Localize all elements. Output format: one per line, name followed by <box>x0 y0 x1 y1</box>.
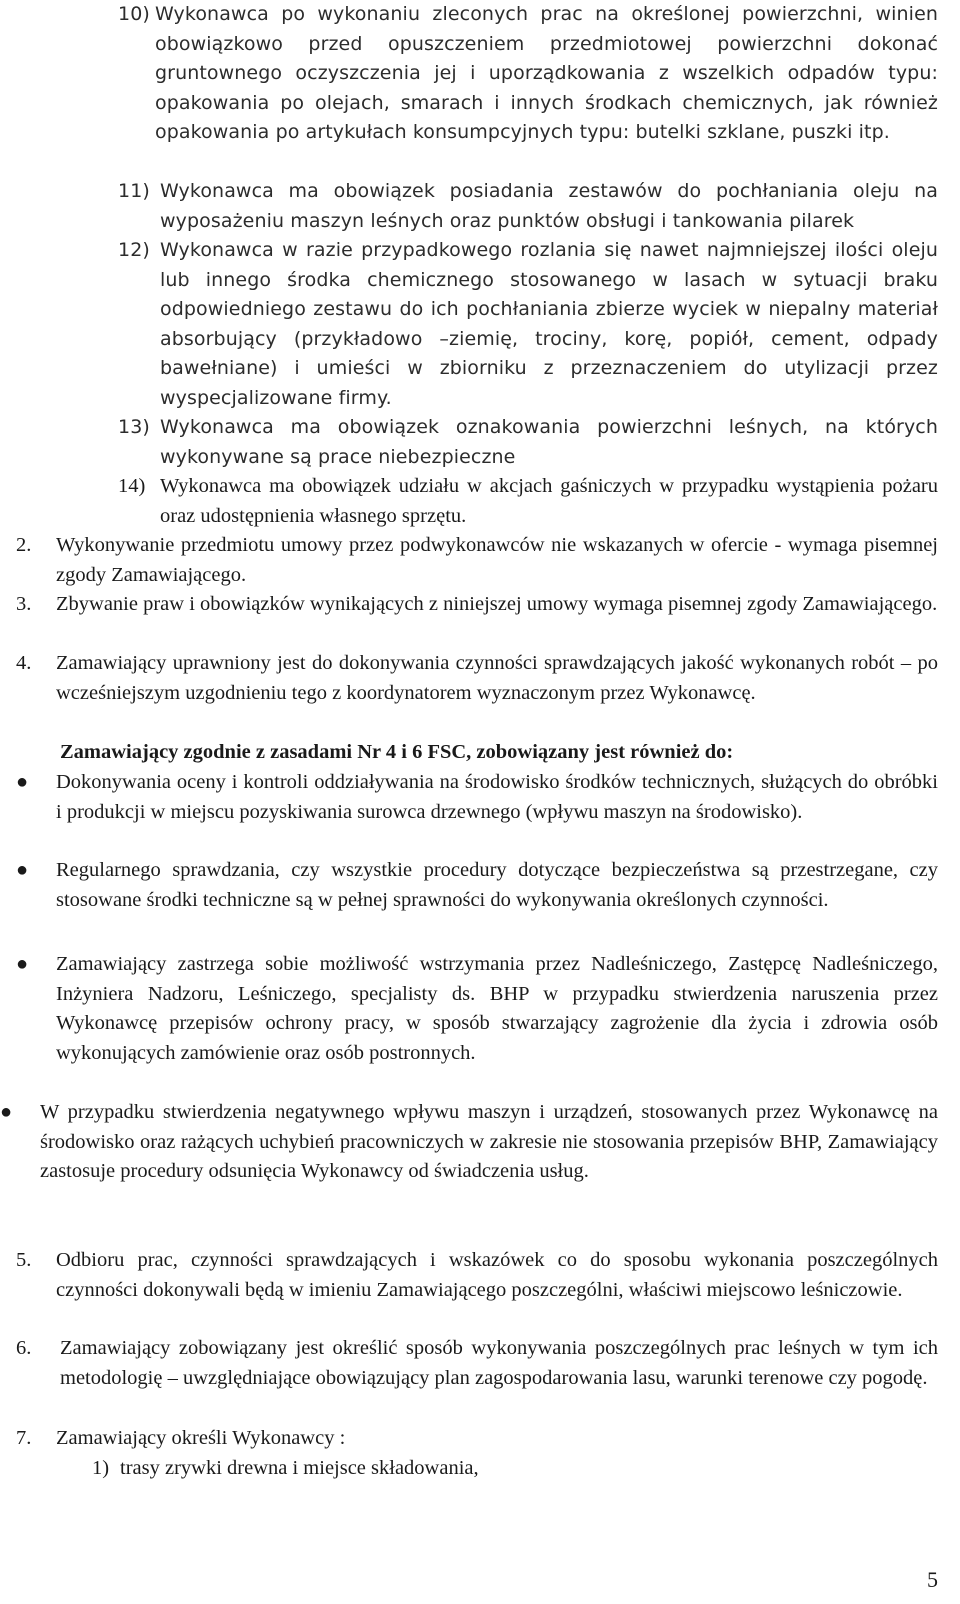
list-item-text: Zbywanie praw i obowiązków wynikających z niniejszej umowy wymaga pisemnej zgody Zamawiającego. <box>56 593 938 615</box>
list-item-text: Wykonawca ma obowiązek posiadania zestawów do pochłaniania oleju na wyposażeniu maszyn leśnych oraz punktów obsługi i tankowania pilarek <box>160 180 938 232</box>
list-number: 5. <box>16 1249 32 1271</box>
list-item-text: Wykonawca ma obowiązek oznakowania powierzchni leśnych, na których wykonywane są prace niebezpieczne <box>160 416 938 468</box>
list-number: 12) <box>118 239 150 261</box>
list-item-text: Wykonawca w razie przypadkowego rozlania się nawet najmniejszej ilości oleju lub innego środka chemicznego stosowanego w lasach w sytuacji braku odpowiedniego zestawu do ich pochłaniania zbierze wyciek w niepalny materiał absorbujący (przykładowo –ziemię, trociny, korę, popiół, cement, odpady bawełniane) i umieści w zbiorniku z przeznaczeniem do utylizacji przez wyspecjalizowane firmy. <box>160 239 938 409</box>
bullet-item-text: W przypadku stwierdzenia negatywnego wpływu maszyn i urządzeń, stosowanych przez Wykonawcę na środowisko oraz rażących uchybień pracowniczych w zakresie nie stosowania przepisów BHP, Zamawiający zastosuje procedury odsunięcia Wykonawcy od świadczenia usług. <box>40 1101 938 1182</box>
page-number: 5 <box>927 1567 938 1592</box>
list-item-text: Wykonawca po wykonaniu zleconych prac na określonej powierzchni, winien obowiązkowo przed opuszczeniem przedmiotowej powierzchni dokonać gruntownego oczyszczenia jej i uporządkowania z wszelkich odpadów typu: opakowania po olejach, smarach i innych środkach chemicznych, jak również opakowania po artykułach konsumpcyjnych typu: butelki szklane, puszki itp. <box>155 3 938 143</box>
bullet-item-text: Dokonywania oceny i kontroli oddziaływania na środowisko środków technicznych, służących do obróbki i produkcji w miejscu pozyskiwania surowca drzewnego (wpływu maszyn na środowisko). <box>56 771 938 823</box>
list-number: 4. <box>16 652 32 674</box>
list-item-text: Wykonawca ma obowiązek udziału w akcjach gaśniczych w przypadku wystąpienia pożaru oraz udostępnienia własnego sprzętu. <box>160 475 938 527</box>
bullet-icon: ● <box>0 1101 13 1123</box>
list-item-text: Odbioru prac, czynności sprawdzających i wskazówek co do sposobu wykonania poszczególnych czynności dokonywali będą w imieniu Zamawiającego poszczególni, właściwi miejscowo leśniczowie. <box>56 1249 938 1301</box>
list-item-text: Zamawiający określi Wykonawcy : <box>56 1427 346 1449</box>
list-item-text: Zamawiający uprawniony jest do dokonywania czynności sprawdzających jakość wykonanych robót – po wcześniejszym uzgodnieniu tego z koordynatorem wyznaczonym przez Wykonawcę. <box>56 652 938 704</box>
bullet-icon: ● <box>16 771 29 793</box>
list-number: 7. <box>16 1427 32 1449</box>
bullet-item-text: Regularnego sprawdzania, czy wszystkie procedury dotyczące bezpieczeństwa są przestrzegane, czy stosowane środki techniczne są w pełnej sprawności do wykonywania określonych czynności. <box>56 859 938 911</box>
list-number: 10) <box>118 3 150 25</box>
bullet-icon: ● <box>16 953 29 975</box>
bullet-item-text: Zamawiający zastrzega sobie możliwość wstrzymania przez Nadleśniczego, Zastępcę Nadleśniczego, Inżyniera Nadzoru, Leśniczego, specjalisty ds. BHP w przypadku stwierdzenia naruszenia przez Wykonawcę przepisów ochrony pracy, w sposób stwarzający zagrożenie dla życia i zdrowia osób wykonujących zamówienie oraz osób postronnych. <box>56 953 938 1064</box>
list-number: 3. <box>16 593 32 615</box>
list-item-text: trasy zrywki drewna i miejsce składowania, <box>120 1457 479 1479</box>
list-number: 1) <box>92 1457 110 1479</box>
bullet-icon: ● <box>16 859 29 881</box>
list-number: 6. <box>16 1337 32 1359</box>
section-heading: Zamawiający zgodnie z zasadami Nr 4 i 6 FSC, zobowiązany jest również do: <box>60 741 734 763</box>
list-number: 14) <box>118 475 146 497</box>
list-item-text: Wykonywanie przedmiotu umowy przez podwykonawców nie wskazanych w ofercie - wymaga pisemnej zgody Zamawiającego. <box>56 534 938 586</box>
list-number: 13) <box>118 416 150 438</box>
list-number: 2. <box>16 534 32 556</box>
list-number: 11) <box>118 180 150 202</box>
list-item-text: Zamawiający zobowiązany jest określić sposób wykonywania poszczególnych prac leśnych w tym ich metodologię – uwzględniające obowiązujący plan zagospodarowania lasu, warunki terenowe czy pogodę. <box>60 1337 938 1389</box>
